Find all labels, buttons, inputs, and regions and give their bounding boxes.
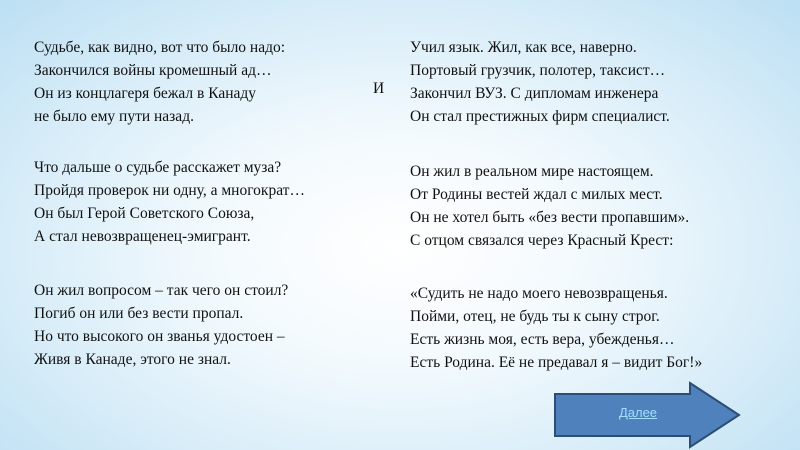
poem-line: Погиб он или без вести пропал.: [34, 305, 244, 322]
poem-line: А стал невозвращенец-эмигрант.: [34, 228, 251, 245]
left-stanza-1: [34, 36, 285, 128]
poem-line: Он жил в реальном мире настоящем.: [410, 163, 654, 180]
poem-line: Он стал престижных фирм специалист.: [410, 108, 670, 125]
right-stanza-3: [410, 282, 702, 374]
poem-line: С отцом связался через Красный Крест:: [410, 232, 674, 249]
poem-line: Закончил ВУЗ. С дипломам инженера: [410, 85, 659, 102]
poem-line: Есть Родина. Её не предавал я – видит Бог!»: [410, 354, 703, 371]
left-stanza-2: [34, 156, 305, 248]
poem-line: Пройдя проверок ни одну, а многократ…: [34, 182, 305, 199]
poem-line: Учил язык. Жил, как все, наверно.: [410, 39, 637, 56]
left-stanza-3: [34, 279, 288, 371]
poem-line: «Судить не надо моего невозвращенья.: [410, 285, 668, 302]
poem-line: От Родины вестей ждал с милых мест.: [410, 186, 663, 203]
next-button[interactable]: [553, 381, 743, 449]
poem-line: Он был Герой Советского Союза,: [34, 205, 255, 222]
right-stanza-1: [410, 36, 670, 128]
poem-line: Но что высокого он званья удостоен –: [34, 328, 285, 345]
poem-line: Он из концлагеря бежал в Канаду: [34, 85, 257, 102]
poem-line: Портовый грузчик, полотер, таксист…: [410, 62, 666, 79]
poem-line: не было ему пути назад.: [34, 108, 194, 125]
poem-line: Живя в Канаде, этого не знал.: [34, 351, 231, 368]
poem-line: Он не хотел быть «без вести пропавшим».: [410, 209, 690, 226]
stray-letter: И: [373, 80, 385, 97]
poem-line: Есть жизнь моя, есть вера, убежденья…: [410, 331, 675, 348]
poem-line: Закончился войны кромешный ад…: [34, 62, 272, 79]
right-stanza-2: [410, 160, 689, 252]
poem-line: Что дальше о судьбе расскажет муза?: [34, 159, 282, 176]
poem-line: Пойми, отец, не будь ты к сыну строг.: [410, 308, 660, 325]
next-button-label[interactable]: Далее: [618, 405, 658, 420]
poem-line: Он жил вопросом – так чего он стоил?: [34, 282, 289, 299]
poem-line: Судьбе, как видно, вот что было надо:: [34, 39, 286, 56]
